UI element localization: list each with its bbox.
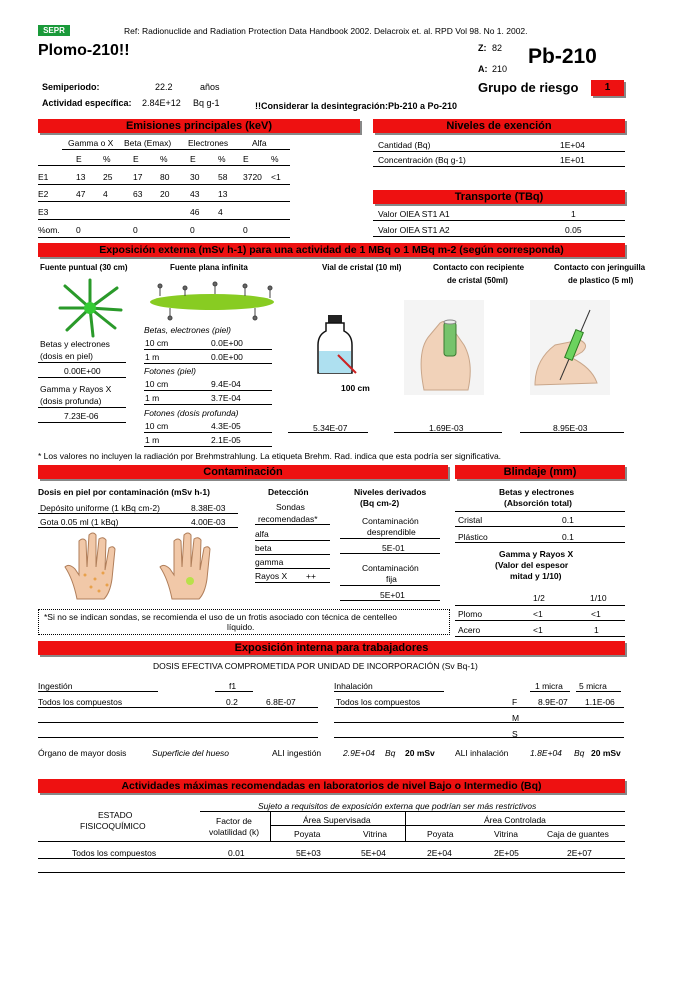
emission-subhead: % (271, 154, 279, 164)
emission-subhead: E (243, 154, 249, 164)
derived-levels-unit: (Bq cm-2) (360, 498, 400, 508)
sepr-logo: SEPR (38, 25, 70, 36)
plane-value: 3.7E-04 (211, 393, 241, 403)
transporte-row-value: 1 (571, 209, 576, 219)
plane-value: 2.1E-05 (211, 435, 241, 445)
inhalation-type-m: M (512, 713, 520, 723)
emission-row-label: E2 (38, 189, 49, 199)
drop-label: Gota 0.05 ml (1 kBq) (40, 517, 119, 527)
shield-glass-value: 0.1 (562, 515, 574, 525)
nuclide-symbol: Pb-210 (528, 45, 597, 68)
emission-cell: 4 (218, 207, 223, 217)
shield-steel-half: <1 (533, 625, 543, 635)
supervised-area: Área Supervisada (303, 815, 371, 825)
ingestion-f1: 0.2 (226, 697, 238, 707)
compounds-hood-controlled: 2E+05 (494, 848, 519, 858)
state-label-2: FISICOQUÍMICO (80, 821, 146, 831)
page-title: Plomo-210!! (38, 42, 130, 59)
plane-distance: 1 m (145, 393, 160, 403)
compounds-bench-controlled: 2E+04 (427, 848, 452, 858)
actividades-subject: Sujeto a requisitos de exposición externa que podrían ser más restrictivos (258, 801, 537, 811)
shield-gamma-subtitle: (Valor del espesor (495, 560, 569, 570)
shield-gamma-subtitle-2: mitad y 1/10) (510, 571, 562, 581)
detector-item: beta (255, 543, 272, 553)
a-value: 210 (492, 64, 508, 74)
ingestion-value: 6.8E-07 (266, 697, 296, 707)
plane-block-title: Fotones (piel) (144, 366, 196, 376)
compounds-row-label: Todos los compuestos (72, 848, 157, 858)
emission-row-label: E1 (38, 172, 49, 182)
deposit-label: Depósito uniforme (1 kBq cm-2) (40, 503, 160, 513)
col-hood-supervised: Vitrina (363, 829, 387, 839)
plane-block-title: Fotones (dosis profunda) (144, 408, 239, 418)
emission-cell: 58 (218, 172, 228, 182)
betas-value: 0.00E+00 (64, 366, 101, 376)
shield-lead-tenth: <1 (591, 609, 601, 619)
exencion-row-value: 1E+01 (560, 155, 585, 165)
shield-betas-title: Betas y electrones (499, 487, 575, 497)
plane-distance: 10 cm (145, 421, 169, 431)
a-label: A: (478, 64, 488, 74)
emission-row-label: %om. (38, 225, 60, 235)
transporte-header: Transporte (TBq) (373, 190, 625, 204)
emission-subhead: E (190, 154, 196, 164)
inhalation-f-5micra: 1.1E-06 (585, 697, 615, 707)
ali-ingestion-msv: 20 mSv (405, 748, 435, 758)
emission-cell: 47 (76, 189, 86, 199)
plane-value: 9.4E-04 (211, 379, 241, 389)
emission-cell: 13 (218, 189, 228, 199)
ali-ingestion-label: ALI ingestión (272, 748, 322, 758)
gamma-label-2: (dosis profunda) (40, 396, 102, 406)
plane-distance: 10 cm (145, 379, 169, 389)
inhalation-f-1micra: 8.9E-07 (538, 697, 568, 707)
emission-cell: 30 (190, 172, 200, 182)
shield-steel-label: Acero (458, 625, 481, 635)
plane-value: 0.0E+00 (211, 338, 243, 348)
emission-cell: 43 (190, 189, 200, 199)
emission-subhead: % (103, 154, 111, 164)
emission-subhead: E (133, 154, 139, 164)
betas-label: Betas y electrones (40, 339, 110, 349)
container-value: 1.69E-03 (429, 423, 464, 433)
ali-ingestion-value: 2.9E+04 (343, 748, 375, 758)
ali-inhalation-label: ALI inhalación (455, 748, 509, 758)
blindaje-header: Blindaje (mm) (455, 465, 625, 479)
source-container: Contacto con recipiente (433, 263, 525, 272)
f1-label: f1 (229, 681, 237, 691)
probe-note: *Si no se indican sondas, se recomienda el uso de un frotis asociado con técnica de centelleo (44, 612, 397, 622)
inhalation-label: Inhalación (334, 681, 373, 691)
activity-value: 2.84E+12 (142, 98, 181, 108)
volatility-label: Factor de (216, 816, 252, 826)
emission-subhead: % (160, 154, 168, 164)
source-syringe: Contacto con jeringuilla (554, 263, 646, 272)
inhalation-compound: Todos los compuestos (336, 697, 421, 707)
col-hood-controlled: Vitrina (494, 829, 518, 839)
inhalation-type-s: S (512, 729, 518, 739)
interna-subtitle: DOSIS EFECTIVA COMPROMETIDA POR UNIDAD DE INCORPORACIÓN (Sv Bq-1) (153, 661, 478, 671)
transporte-row-label: Valor OIEA ST1 A1 (378, 209, 450, 219)
hand-syringe-icon (530, 300, 610, 395)
ali-inhalation-unit: Bq (574, 748, 585, 758)
hand-drop-icon (160, 535, 225, 600)
emission-group: Electrones (188, 138, 229, 148)
ali-inhalation-value: 1.8E+04 (530, 748, 562, 758)
detector-item: alfa (255, 529, 269, 539)
contaminacion-header: Contaminación (38, 465, 448, 479)
externa-footnote: * Los valores no incluyen la radiación por Brehmstrahlung. La etiqueta Brehm. Rad. indica que esta podría ser significativa. (38, 451, 502, 461)
shield-steel-tenth: 1 (594, 625, 599, 635)
emission-cell: 20 (160, 189, 170, 199)
probes-label: Sondas (276, 502, 305, 512)
hand-container-icon (404, 300, 484, 395)
emission-group: Gamma o X (68, 138, 114, 148)
detector-item: Rayos X (255, 571, 288, 581)
exencion-row-value: 1E+04 (560, 140, 585, 150)
shield-betas-subtitle: (Absorción total) (504, 498, 572, 508)
shield-lead-half: <1 (533, 609, 543, 619)
z-value: 82 (492, 43, 503, 53)
emission-cell: 13 (76, 172, 86, 182)
shield-plastic-label: Plástico (458, 532, 488, 542)
ingestion-compound: Todos los compuestos (38, 697, 123, 707)
half-life-label: Semiperiodo: (42, 82, 100, 92)
emission-cell: 0 (133, 225, 138, 235)
emission-cell: 46 (190, 207, 200, 217)
probes-label-2: recomendadas* (258, 514, 318, 524)
probe-note-2: líquido. (227, 622, 255, 632)
volatility-label-2: volatilidad (k) (209, 827, 260, 837)
emisiones-header: Emisiones principales (keV) (38, 119, 360, 133)
skin-dose-title: Dosis en piel por contaminación (mSv h-1) (38, 487, 210, 497)
vial-value: 5.34E-07 (313, 423, 348, 433)
shield-glass-label: Cristal (458, 515, 483, 525)
exencion-row-label: Cantidad (Bq) (378, 140, 431, 150)
ingestion-label: Ingestión (38, 681, 73, 691)
risk-group-value: 1 (591, 80, 624, 96)
shield-col-tenth: 1/10 (590, 593, 607, 603)
externa-header: Exposición externa (mSv h-1) para una actividad de 1 MBq o 1 MBq m-2 (según corresponda) (38, 243, 625, 257)
organ-label: Órgano de mayor dosis (38, 748, 127, 758)
exencion-header: Niveles de exención (373, 119, 625, 133)
reference: Ref: Radionuclide and Radiation Protection Data Handbook 2002. Delacroix et. al. RPD Vol 98. No 1. 2002. (124, 26, 528, 36)
shield-plastic-value: 0.1 (562, 532, 574, 542)
z-label: Z: (478, 43, 487, 53)
risk-group-label: Grupo de riesgo (478, 80, 579, 95)
detection-title: Detección (268, 487, 309, 497)
half-life-value: 22.2 (155, 82, 173, 92)
source-syringe-2: de plastico (5 ml) (568, 276, 634, 285)
compounds-k: 0.01 (228, 848, 245, 858)
state-label: ESTADO (98, 810, 133, 820)
shield-col-half: 1/2 (533, 593, 545, 603)
gamma-value: 7.23E-06 (64, 411, 99, 421)
inhalation-type-f: F (512, 697, 518, 707)
removable-value: 5E-01 (382, 543, 405, 553)
col-bench-controlled: Poyata (427, 829, 454, 839)
emission-cell: <1 (271, 172, 281, 182)
compounds-glovebox: 2E+07 (567, 848, 592, 858)
plane-distance: 1 m (145, 352, 160, 362)
actividades-header: Actividades máximas recomendadas en laboratorios de nivel Bajo o Intermedio (Bq) (38, 779, 625, 793)
removable-label: Contaminación (362, 516, 419, 526)
shield-lead-label: Plomo (458, 609, 483, 619)
detector-item: gamma (255, 557, 284, 567)
emission-group: Alfa (252, 138, 267, 148)
emission-row-label: E3 (38, 207, 49, 217)
emission-cell: 17 (133, 172, 143, 182)
transporte-row-value: 0.05 (565, 225, 582, 235)
organ-value: Superficie del hueso (152, 748, 230, 758)
deposit-value: 8.38E-03 (191, 503, 226, 513)
plane-value: 0.0E+00 (211, 352, 243, 362)
source-point: Fuente puntual (30 cm) (40, 263, 128, 272)
fixed-value: 5E+01 (380, 590, 405, 600)
emission-cell: 3720 (243, 172, 262, 182)
drop-value: 4.00E-03 (191, 517, 226, 527)
emission-subhead: % (218, 154, 226, 164)
micra5-label: 5 micra (579, 681, 607, 691)
emission-cell: 0 (190, 225, 195, 235)
transporte-row-label: Valor OIEA ST1 A2 (378, 225, 450, 235)
derived-levels-title: Niveles derivados (354, 487, 427, 497)
half-life-unit: años (200, 82, 220, 92)
fixed-label: Contaminación (362, 563, 419, 573)
point-source-icon (55, 278, 125, 338)
col-glovebox: Caja de guantes (547, 829, 609, 839)
vial-distance: 100 cm (341, 383, 370, 393)
interna-header: Exposición interna para trabajadores (38, 641, 625, 655)
vial-icon (312, 315, 362, 377)
source-vial: Vial de cristal (10 ml) (322, 263, 402, 272)
activity-label: Actividad específica: (42, 98, 132, 108)
compounds-bench-supervised: 5E+03 (296, 848, 321, 858)
betas-label-2: (dosis en piel) (40, 351, 93, 361)
ali-ingestion-unit: Bq (385, 748, 396, 758)
plane-distance: 1 m (145, 435, 160, 445)
col-bench-supervised: Poyata (294, 829, 321, 839)
ali-inhalation-msv: 20 mSv (591, 748, 621, 758)
syringe-value: 8.95E-03 (553, 423, 588, 433)
emission-cell: 0 (76, 225, 81, 235)
emission-cell: 80 (160, 172, 170, 182)
hand-uniform-icon (65, 535, 130, 600)
xray-probe-mark: ++ (306, 571, 316, 581)
plane-distance: 10 cm (145, 338, 169, 348)
emission-cell: 4 (103, 189, 108, 199)
plane-value: 4.3E-05 (211, 421, 241, 431)
compounds-hood-supervised: 5E+04 (361, 848, 386, 858)
shield-gamma-title: Gamma y Rayos X (499, 549, 574, 559)
emission-cell: 0 (243, 225, 248, 235)
controlled-area: Área Controlada (484, 815, 546, 825)
micra1-label: 1 micra (535, 681, 563, 691)
emission-group: Beta (Emax) (124, 138, 172, 148)
emission-subhead: E (76, 154, 82, 164)
removable-label-2: desprendible (367, 527, 416, 537)
plane-block-title: Betas, electrones (piel) (144, 325, 231, 335)
source-plane: Fuente plana infinita (170, 263, 248, 272)
emission-cell: 25 (103, 172, 113, 182)
gamma-label: Gamma y Rayos X (40, 384, 112, 394)
emission-cell: 63 (133, 189, 143, 199)
source-container-2: de cristal (50ml) (447, 276, 508, 285)
decay-note: !!Considerar la desintegración:Pb-210 a Po-210 (255, 101, 458, 111)
plane-source-icon (145, 282, 280, 322)
activity-unit: Bq g-1 (193, 98, 220, 108)
fixed-label-2: fija (386, 574, 397, 584)
exencion-row-label: Concentración (Bq g-1) (378, 155, 466, 165)
